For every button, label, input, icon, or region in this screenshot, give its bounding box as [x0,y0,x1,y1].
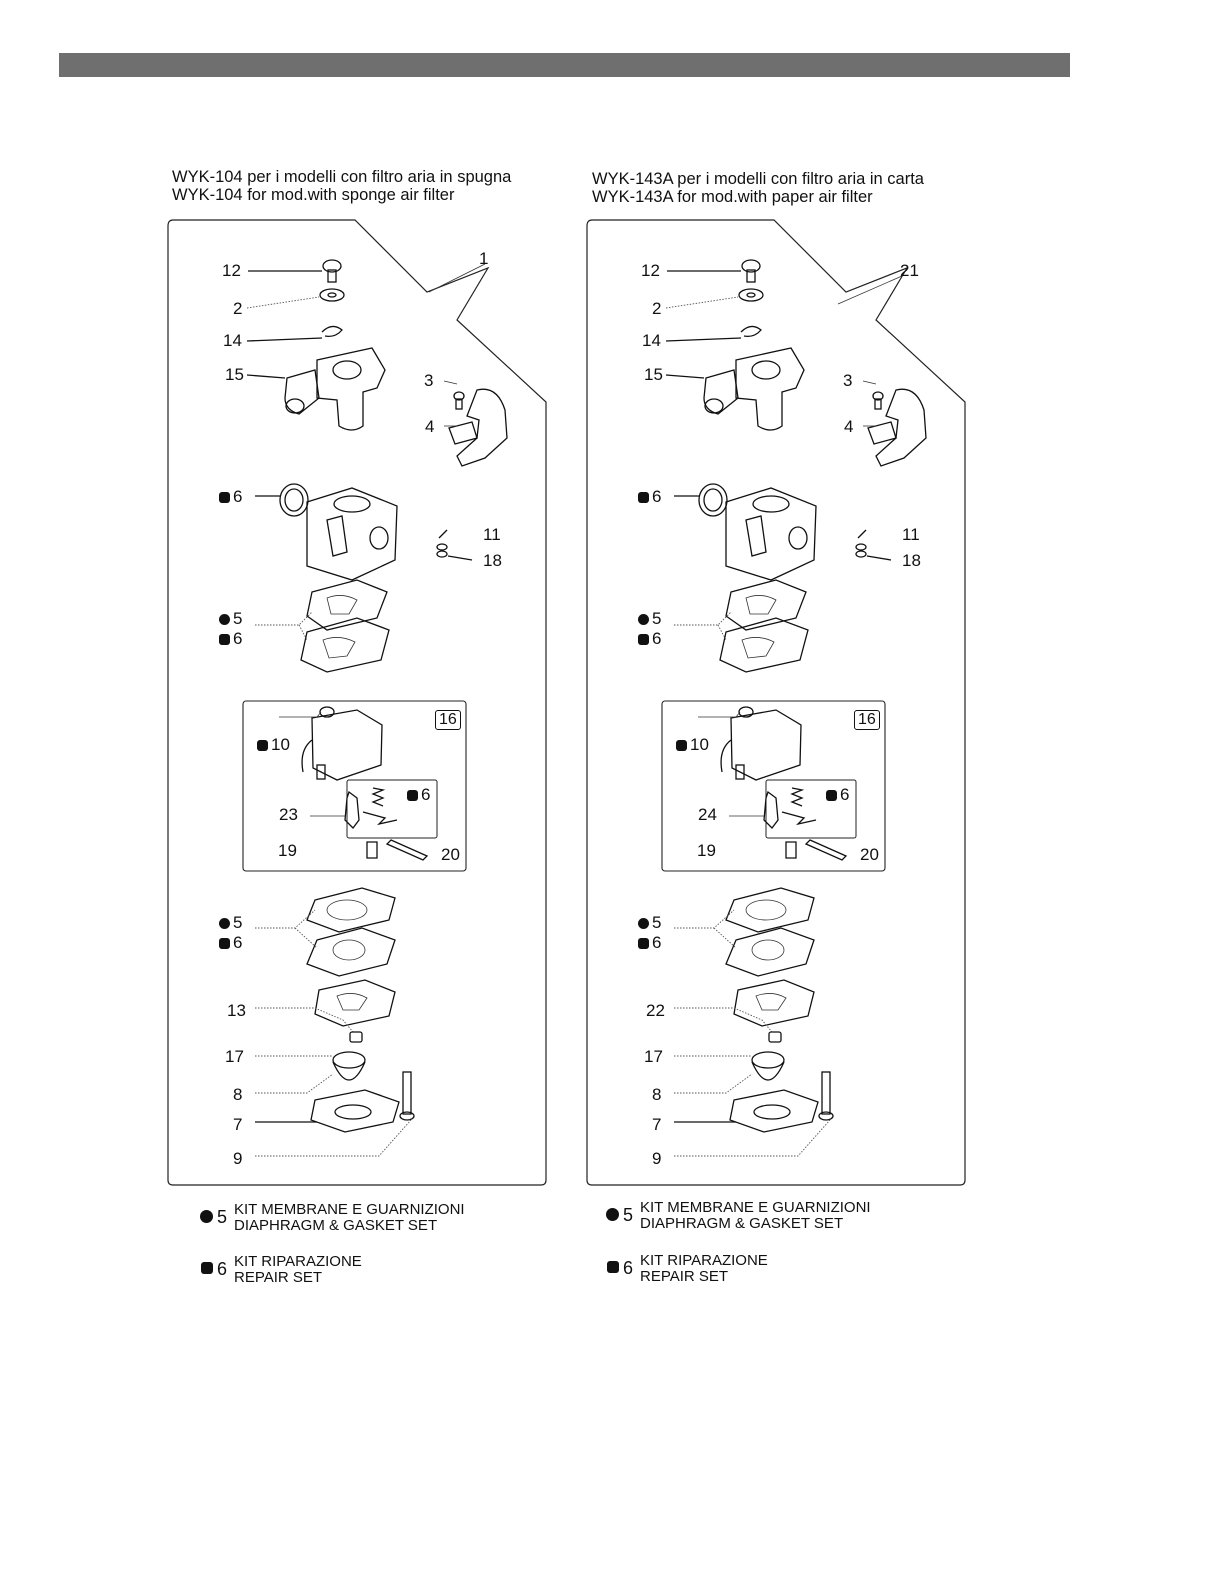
callout-number: 24 [698,805,717,824]
upper-gasket-pair [301,580,389,672]
callout-number: 16 [858,711,876,728]
callout-p3 [424,372,433,390]
callout-number: 18 [902,551,921,570]
callout-p10 [257,736,290,754]
kit6-square-icon [638,938,649,949]
callout-p16 [854,710,880,730]
callout-p14 [642,332,661,350]
callout-number: 6 [233,629,243,648]
callout-number: 20 [860,845,879,864]
right-title-it: WYK-143A per i modelli con filtro aria in carta [592,170,924,188]
callout-p11 [483,526,501,544]
callout-p12 [641,262,660,280]
callout-p2 [233,300,242,318]
part-3-screw [454,392,464,409]
callout-number: 8 [652,1085,662,1104]
kit5-dot-icon [638,918,649,929]
assembly-callout: 1 [479,249,489,268]
callout-p18 [483,552,502,570]
callout-p5a [638,610,661,628]
callout-number: 14 [223,331,242,350]
right-diagram-svg [586,220,966,1186]
header-bar [59,53,1070,77]
callout-p4 [425,418,434,436]
callout-number: 10 [690,735,709,754]
callout-number: 18 [483,551,502,570]
callout-p12 [222,262,241,280]
lower-gasket-pair [307,888,395,976]
callout-p17 [225,1048,244,1066]
pump-assembly-box [662,701,885,871]
callout-p15 [225,366,244,384]
callout-number: 19 [278,841,297,860]
part-11-18-needle-spring [437,530,447,557]
right-title [592,170,924,206]
part-9-bolt [819,1072,833,1120]
kit5-dot-icon [219,918,230,929]
part-12-screw [323,260,341,282]
callout-p17 [644,1048,663,1066]
kit6-square-icon [407,790,418,801]
callout-p7 [652,1116,661,1134]
callout-number: 11 [483,525,501,544]
left-title [172,168,511,204]
kit6-square-icon [201,1262,213,1274]
callout-number: 14 [642,331,661,350]
callout-number: 5 [652,913,662,932]
callout-number: 3 [843,371,853,390]
callout-p6c [407,786,430,804]
legend-kit5-it: KIT MEMBRANE E GUARNIZIONI [234,1201,465,1218]
callout-p6a [219,488,242,506]
callout-p10 [676,736,709,754]
callout-p8 [652,1086,661,1104]
callout-number: 22 [646,1001,665,1020]
callout-p5a [219,610,242,628]
carburetor-body [726,488,816,580]
part-7-base-plate [730,1090,818,1132]
pump-assembly-box [243,701,466,871]
legend-kit6-num: 6 [217,1259,228,1279]
callout-p9 [652,1150,661,1168]
primer-bulb [752,1032,784,1080]
callout-number: 6 [421,785,431,804]
kit6-square-icon [607,1261,619,1273]
legend-kit6-en: REPAIR SET [234,1269,323,1286]
callout-p14 [223,332,242,350]
callout-number: 15 [225,365,244,384]
callout-number: 6 [652,487,662,506]
callout-p16 [435,710,461,730]
part-14-clip [741,326,761,336]
callout-number: 11 [902,525,920,544]
lower-gasket-pair [726,888,814,976]
callout-p2 [652,300,661,318]
right-title-en: WYK-143A for mod.with paper air filter [592,188,873,206]
kit6-square-icon [219,938,230,949]
callout-number: 7 [652,1115,662,1134]
part-9-bolt [400,1072,414,1120]
legend-kit6-num: 6 [623,1258,634,1278]
callout-p4 [844,418,853,436]
left-title-it: WYK-104 per i modelli con filtro aria in spugna [172,168,512,186]
callout-number: 7 [233,1115,243,1134]
kit6-square-icon [219,634,230,645]
left-exploded-diagram [167,220,547,1186]
kit5-dot-icon [606,1208,619,1221]
callout-number: 6 [840,785,850,804]
callout-number: 16 [439,711,457,728]
callout-p9 [233,1150,242,1168]
callout-number: 2 [652,299,662,318]
callout-number: 6 [233,933,243,952]
callout-p6d [219,934,242,952]
callout-number: 12 [641,261,660,280]
callout-p20 [441,846,460,864]
callout-p6b [638,630,661,648]
callout-p19 [697,842,716,860]
callout-p13 [646,1002,665,1020]
callout-p11 [902,526,920,544]
callout-number: 2 [233,299,243,318]
callout-p13 [227,1002,246,1020]
callout-p5b [219,914,242,932]
callout-number: 8 [233,1085,243,1104]
callout-number: 13 [227,1001,246,1020]
part-7-base-plate [311,1090,399,1132]
part-15-cover [285,348,385,430]
callout-number: 6 [652,629,662,648]
part-14-clip [322,326,342,336]
kit6-square-icon [826,790,837,801]
legend-kit6-en: REPAIR SET [640,1268,729,1285]
legend-kit5-en: DIAPHRAGM & GASKET SET [640,1215,844,1232]
part-2-washer [739,289,763,301]
callout-p7 [233,1116,242,1134]
callout-number: 5 [233,609,243,628]
callout-number: 19 [697,841,716,860]
callout-number: 17 [644,1047,663,1066]
callout-p6d [638,934,661,952]
primer-bulb [333,1032,365,1080]
callout-number: 6 [652,933,662,952]
right-exploded-diagram [586,220,966,1186]
legend-kit5-num: 5 [217,1207,228,1227]
part-11-18-needle-spring [856,530,866,557]
part-6-ring [280,484,308,516]
callout-number: 9 [233,1149,243,1168]
callout-p8 [233,1086,242,1104]
callout-number: 6 [233,487,243,506]
callout-number: 12 [222,261,241,280]
callout-number: 23 [279,805,298,824]
callout-number: 10 [271,735,290,754]
legend-kit5-num: 5 [623,1205,634,1225]
callout-number: 20 [441,845,460,864]
kit6-square-icon [638,634,649,645]
part-15-cover [704,348,804,430]
left-diagram-svg [167,220,547,1186]
callout-number: 4 [425,417,435,436]
kit5-dot-icon [200,1210,213,1223]
part-3-screw [873,392,883,409]
callout-p5b [638,914,661,932]
part-12-screw [742,260,760,282]
kit6-square-icon [257,740,268,751]
assembly-callout: 21 [900,261,919,280]
callout-p3 [843,372,852,390]
callout-p6b [219,630,242,648]
callout-number: 3 [424,371,434,390]
callout-p18 [902,552,921,570]
callout-p23 [698,806,717,824]
part-6-ring [699,484,727,516]
kit5-dot-icon [219,614,230,625]
callout-p6a [638,488,661,506]
kit6-square-icon [219,492,230,503]
callout-p6c [826,786,849,804]
left-title-en: WYK-104 for mod.with sponge air filter [172,186,455,204]
callout-number: 9 [652,1149,662,1168]
legend-kit6-it: KIT RIPARAZIONE [640,1252,768,1269]
callout-number: 5 [233,913,243,932]
metering-cover [734,980,814,1026]
callout-p15 [644,366,663,384]
metering-cover [315,980,395,1026]
kit6-square-icon [676,740,687,751]
carburetor-body [307,488,397,580]
kit6-square-icon [638,492,649,503]
callout-p19 [278,842,297,860]
part-2-washer [320,289,344,301]
kit5-dot-icon [638,614,649,625]
legend-kit6-it: KIT RIPARAZIONE [234,1253,362,1270]
legend-kit5-it: KIT MEMBRANE E GUARNIZIONI [640,1199,871,1216]
callout-number: 17 [225,1047,244,1066]
callout-p23 [279,806,298,824]
part-4-bracket [449,389,507,466]
part-4-bracket [868,389,926,466]
callout-number: 15 [644,365,663,384]
callout-p20 [860,846,879,864]
callout-number: 5 [652,609,662,628]
upper-gasket-pair [720,580,808,672]
callout-number: 4 [844,417,854,436]
legend-kit5-en: DIAPHRAGM & GASKET SET [234,1217,438,1234]
